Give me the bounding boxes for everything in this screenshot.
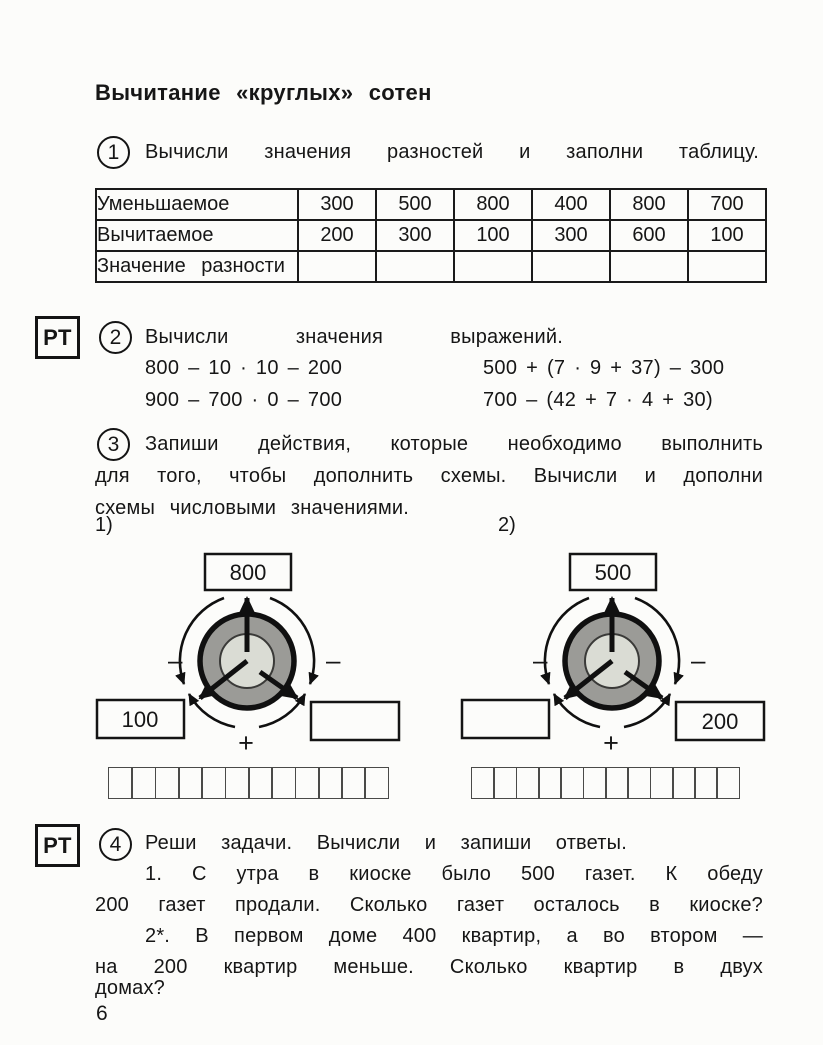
problem-2-line: домах? — [95, 977, 165, 999]
subtrahend-cell: 300 — [376, 220, 454, 251]
minuend-cell: 400 — [532, 189, 610, 220]
minuend-cell: 700 — [688, 189, 766, 220]
subtrahend-cell: 200 — [298, 220, 376, 251]
scheme-1-label: 1) — [95, 514, 113, 536]
plus-sign: + — [238, 728, 254, 756]
subtrahend-cell: 100 — [688, 220, 766, 251]
answer-strip-1[interactable] — [108, 767, 389, 799]
subtrahend-cell: 600 — [610, 220, 688, 251]
minuend-cell: 300 — [298, 189, 376, 220]
row-label: Уменьшаемое — [96, 189, 298, 220]
exercise-1-instruction: Вычисли значения разностей и заполни таблицу. — [145, 141, 759, 163]
row-label: Вычитаемое — [96, 220, 298, 251]
page-title: Вычитание «круглых» сотен — [95, 80, 432, 105]
exercise-3-number: 3 — [97, 428, 130, 461]
exercise-2-instruction: Вычисли значения выражений. — [145, 326, 563, 348]
exercise-3-line: для того, чтобы дополнить схемы. Вычисли и дополни — [95, 465, 763, 487]
answer-cell[interactable] — [610, 251, 688, 282]
right-value: 200 — [701, 709, 739, 734]
page-number: 6 — [96, 1002, 108, 1025]
exercise-3-line: схемы числовыми значениями. — [95, 497, 410, 519]
minus-sign: – — [168, 645, 183, 675]
answer-cell[interactable] — [454, 251, 532, 282]
rt-badge: РТ — [35, 316, 80, 359]
scheme-2-label: 2) — [498, 514, 516, 536]
expression: 800 – 10 · 10 – 200 — [145, 357, 343, 379]
answer-cell[interactable] — [376, 251, 454, 282]
subtraction-scheme-2 — [459, 552, 771, 756]
problem-2-line: на 200 квартир меньше. Сколько квартир в двух — [95, 956, 763, 978]
left-value: 100 — [121, 707, 159, 732]
top-value: 500 — [594, 560, 632, 585]
expression: 700 – (42 + 7 · 4 + 30) — [483, 389, 713, 411]
subtrahend-cell: 100 — [454, 220, 532, 251]
subtrahend-cell: 300 — [532, 220, 610, 251]
subtraction-table — [95, 188, 767, 283]
exercise-4-number: 4 — [99, 828, 132, 861]
row-label: Значение разности — [96, 251, 298, 282]
minus-sign: – — [533, 645, 548, 675]
problem-2-line: 2*. В первом доме 400 квартир, а во втором — — [145, 925, 763, 947]
plus-sign: + — [603, 728, 619, 756]
table-row — [96, 251, 766, 282]
expression: 900 – 700 · 0 – 700 — [145, 389, 343, 411]
minus-sign: – — [691, 645, 706, 675]
minuend-cell: 800 — [454, 189, 532, 220]
minus-sign: – — [326, 645, 341, 675]
answer-cell[interactable] — [688, 251, 766, 282]
rt-badge: РТ — [35, 824, 80, 867]
problem-1-line: 1. С утра в киоске было 500 газет. К обеду — [145, 863, 763, 885]
exercise-4-instruction: Реши задачи. Вычисли и запиши ответы. — [145, 832, 627, 854]
exercise-2-number: 2 — [99, 321, 132, 354]
table-row — [96, 189, 766, 220]
minuend-cell: 800 — [610, 189, 688, 220]
table-row — [96, 220, 766, 251]
answer-cell[interactable] — [532, 251, 610, 282]
right-value-box[interactable] — [311, 702, 399, 740]
minuend-cell: 500 — [376, 189, 454, 220]
top-value: 800 — [229, 560, 267, 585]
expression: 500 + (7 · 9 + 37) – 300 — [483, 357, 725, 379]
answer-strip-2[interactable] — [471, 767, 740, 799]
left-value-box[interactable] — [462, 700, 549, 738]
problem-1-line: 200 газет продали. Сколько газет осталось в киоске? — [95, 894, 763, 916]
answer-cell[interactable] — [298, 251, 376, 282]
subtraction-scheme-1 — [94, 552, 406, 756]
exercise-3-line: Запиши действия, которые необходимо выполнить — [145, 433, 763, 455]
exercise-1-number: 1 — [97, 136, 130, 169]
